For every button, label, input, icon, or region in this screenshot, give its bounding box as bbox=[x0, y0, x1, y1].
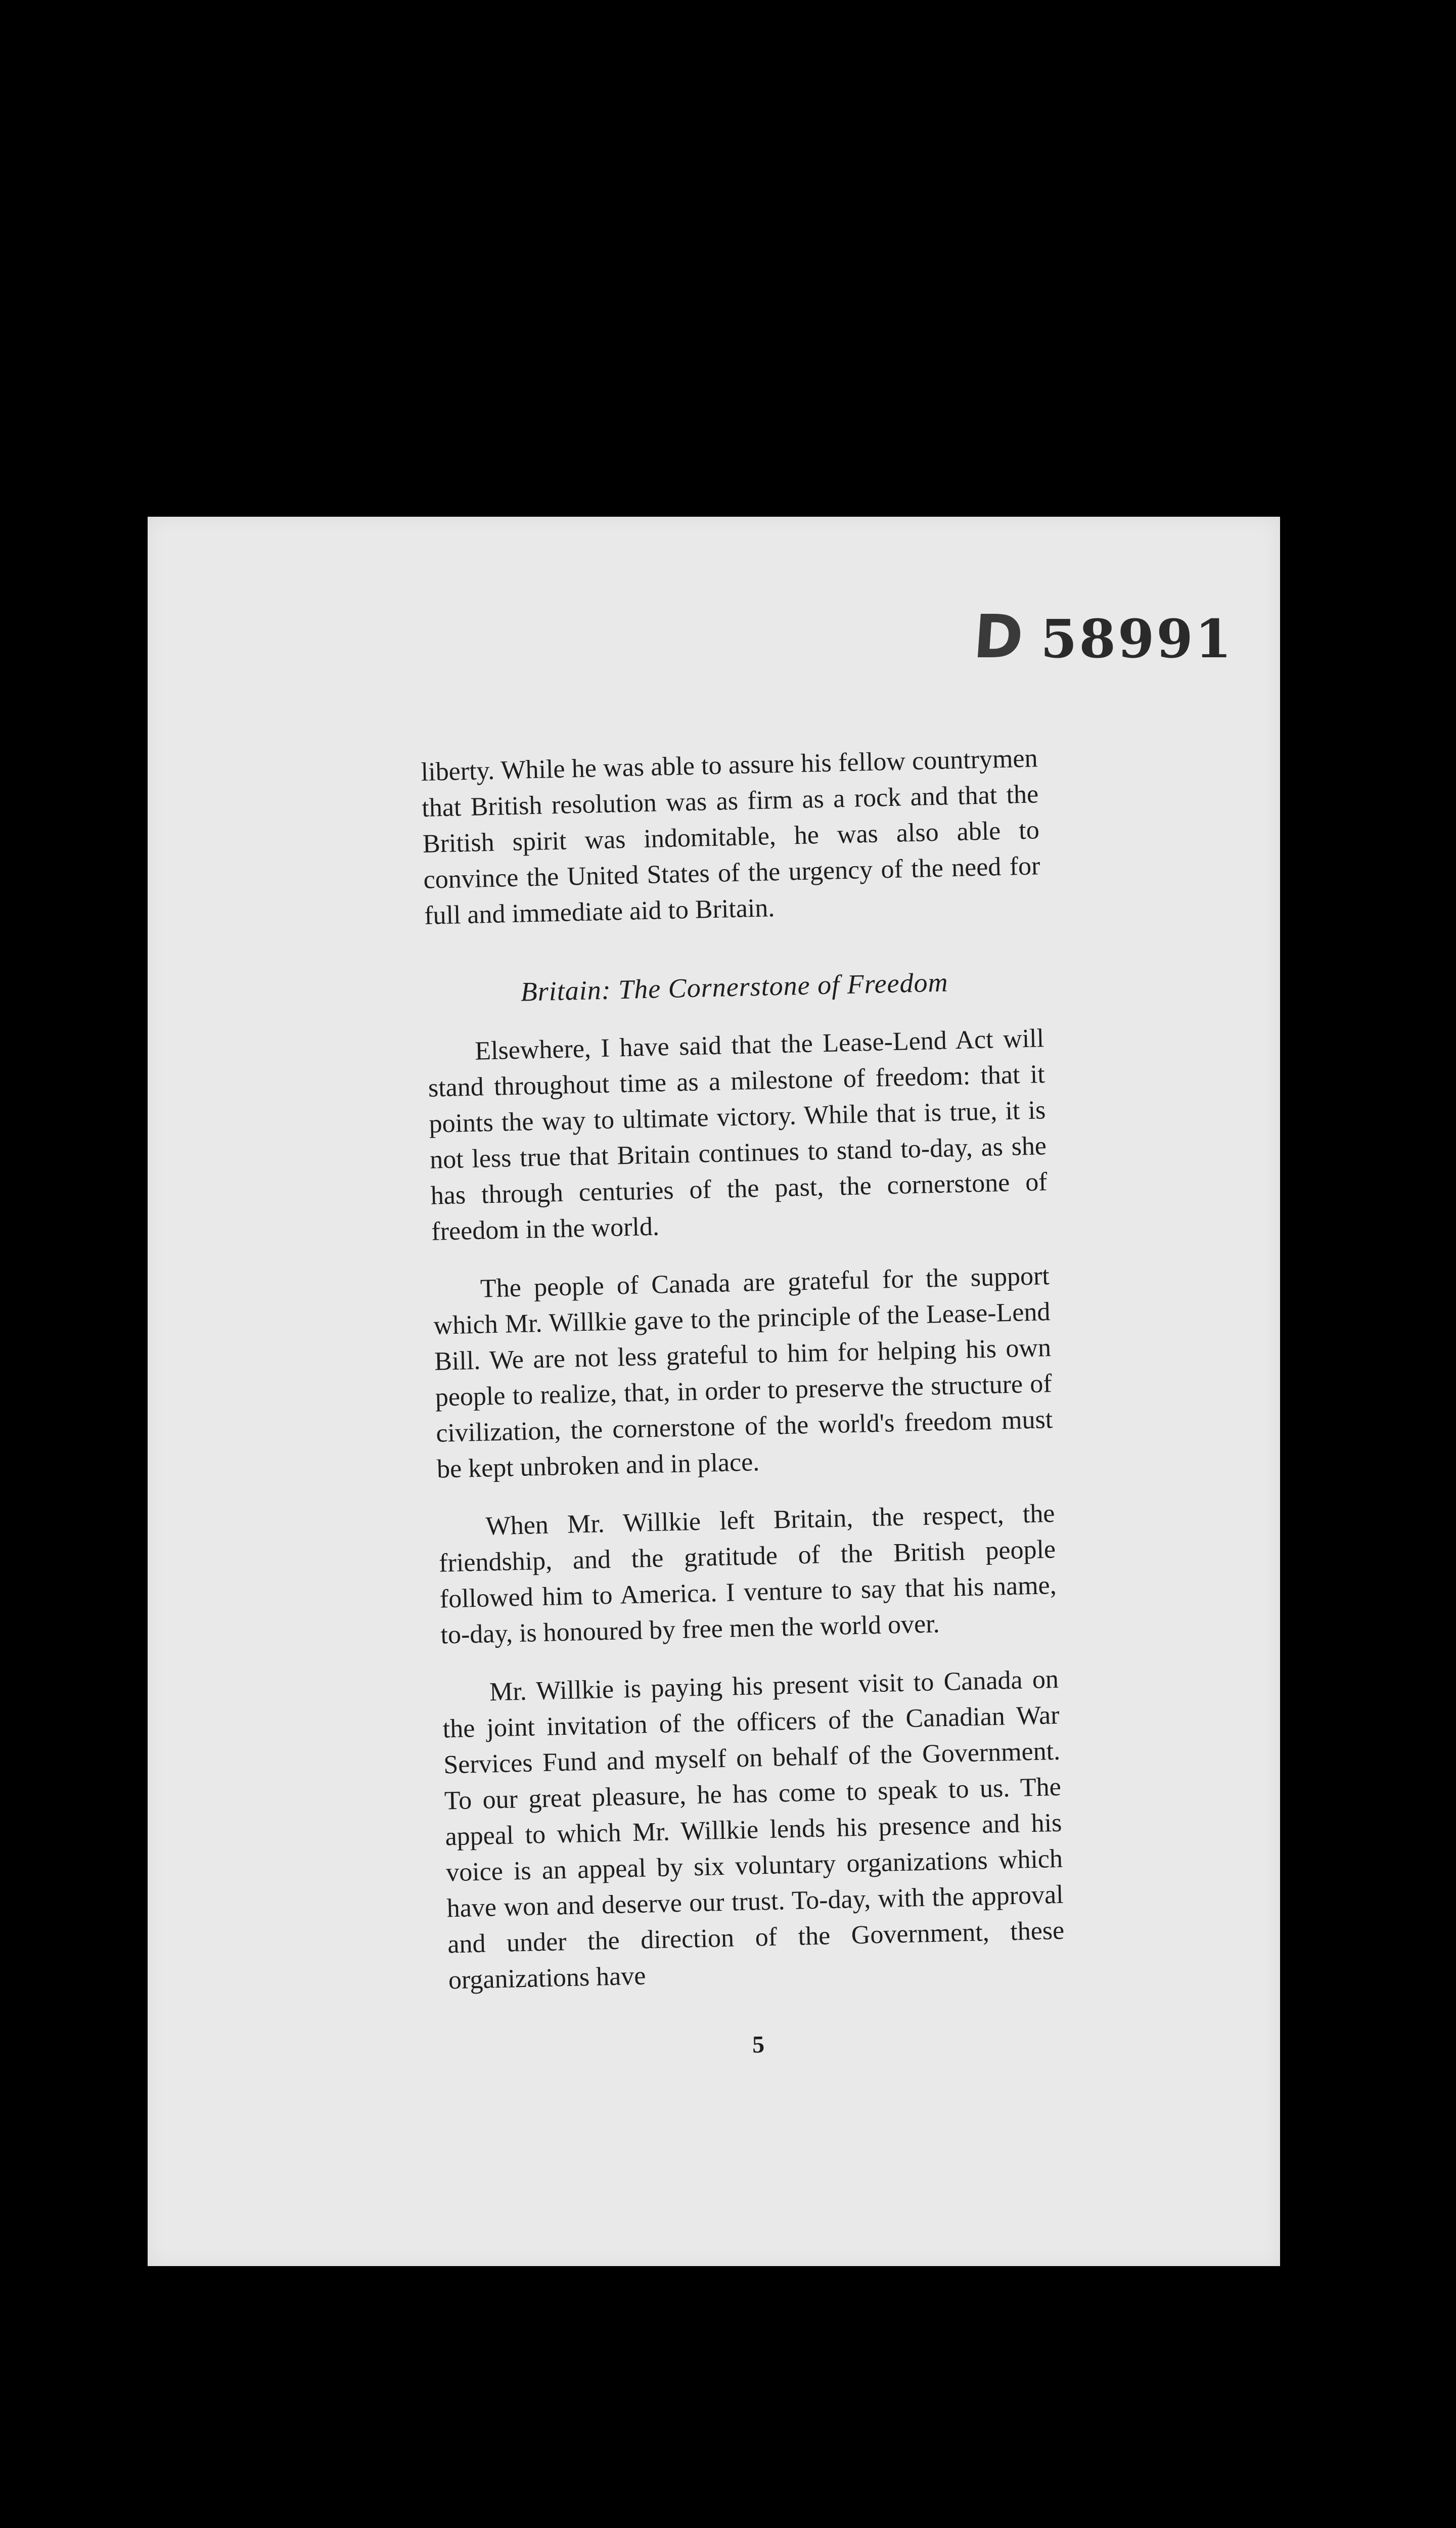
paragraph-4: When Mr. Willkie left Britain, the respect, the friendship, and the gratitude of the British people followed him to America. I venture to say that his name, to-day, is honoured by free men the world over. bbox=[438, 1499, 1057, 1650]
document-page bbox=[148, 517, 1280, 2266]
section-heading: Britain: The Cornerstone of Freedom bbox=[520, 967, 949, 1007]
paragraph-3: The people of Canada are grateful for the support which Mr. Willkie gave to the principle of the Lease-Lend Bill. We are not less grateful to him for helping his own people to realize, that, in order to preserve the structure of civilization, the cornerstone of the world's freedom must be kept unbroken and in place. bbox=[433, 1261, 1053, 1484]
archive-stamp bbox=[971, 602, 1234, 671]
paragraph-5: Mr. Willkie is paying his present visit to Canada on the joint invitation of the officers of the Canadian War Services Fund and myself on behalf of the Government. To our great pleasure, he has come to speak to us. The appeal to which Mr. Willkie lends his presence and his voice is an appeal by six voluntary organizations which have won and deserve our trust. To-day, with the approval and under the direction of the Government, these organizations have bbox=[442, 1664, 1065, 1995]
stamp-letter: D bbox=[971, 602, 1026, 671]
page-number: 5 bbox=[752, 2031, 765, 2058]
body-text bbox=[421, 740, 1067, 2069]
stamp-number: 58991 bbox=[1040, 608, 1234, 670]
paragraph-1: liberty. While he was able to assure his fellow countrymen that British resolution was as firm as a rock and that the British spirit was indomitable, he was also able to convince the United States of the urgency of the need for full and immediate aid to Britain. bbox=[421, 744, 1040, 930]
paragraph-2: Elsewhere, I have said that the Lease-Lend Act will stand throughout time as a milestone of freedom: that it points the way to ultimate victory. While that is true, it is not less true that Britain continues to stand to-day, as she has through centuries of the past, the cornerstone of freedom in the world. bbox=[428, 1024, 1048, 1246]
